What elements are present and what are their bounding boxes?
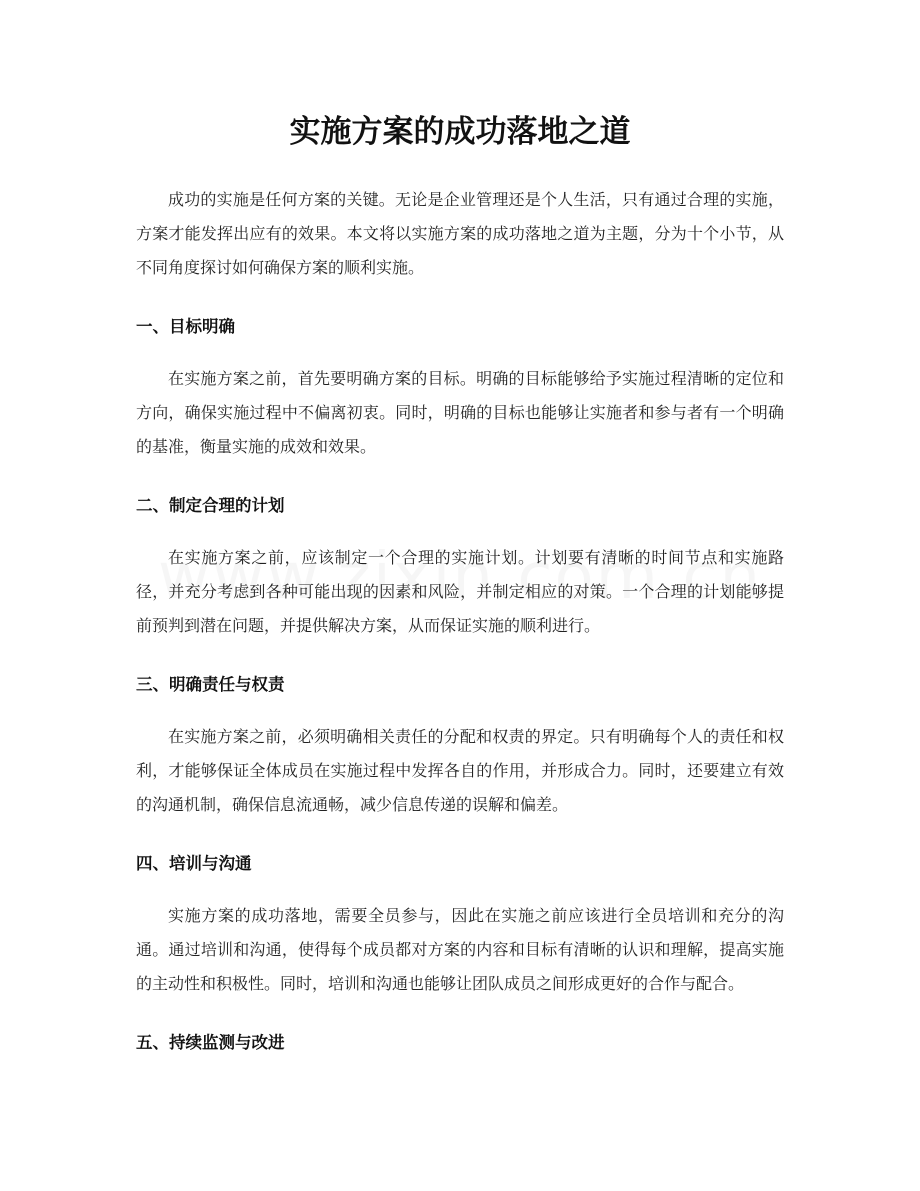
section-4-heading: 四、培训与沟通 <box>136 854 252 873</box>
section-1-body: 在实施方案之前，首先要明确方案的目标。明确的目标能够给予实施过程清晰的定位和方向，确保实施过程中不偏离初衷。同时，明确的目标也能够让实施者和参与者有一个明确的基准，衡量实施的成效和效果。 <box>136 369 784 456</box>
section-2-body: 在实施方案之前，应该制定一个合理的实施计划。计划要有清晰的时间节点和实施路径，并充分考虑到各种可能出现的因素和风险，并制定相应的对策。一个合理的计划能够提前预判到潜在问题，并提供解决方案，从而保证实施的顺利进行。 <box>136 548 784 635</box>
section-5-heading: 五、持续监测与改进 <box>136 1033 285 1052</box>
document-content <box>136 110 784 1061</box>
section-2-heading: 二、制定合理的计划 <box>136 496 285 515</box>
intro-paragraph: 成功的实施是任何方案的关键。无论是企业管理还是个人生活，只有通过合理的实施，方案才能发挥出应有的效果。本文将以实施方案的成功落地之道为主题，分为十个小节，从不同角度探讨如何确保方案的顺利实施。 <box>136 190 784 277</box>
section-3-body: 在实施方案之前，必须明确相关责任的分配和权责的界定。只有明确每个人的责任和权利，才能够保证全体成员在实施过程中发挥各自的作用，并形成合力。同时，还要建立有效的沟通机制，确保信息流通畅，减少信息传递的误解和偏差。 <box>136 727 784 814</box>
document-title: 实施方案的成功落地之道 <box>289 114 631 150</box>
section-1-heading: 一、目标明确 <box>136 317 235 336</box>
section-3-heading: 三、明确责任与权责 <box>136 675 285 694</box>
section-4-body: 实施方案的成功落地，需要全员参与，因此在实施之前应该进行全员培训和充分的沟通。通过培训和沟通，使得每个成员都对方案的内容和目标有清晰的认识和理解，提高实施的主动性和积极性。同时，培训和沟通也能够让团队成员之间形成更好的合作与配合。 <box>136 906 784 993</box>
